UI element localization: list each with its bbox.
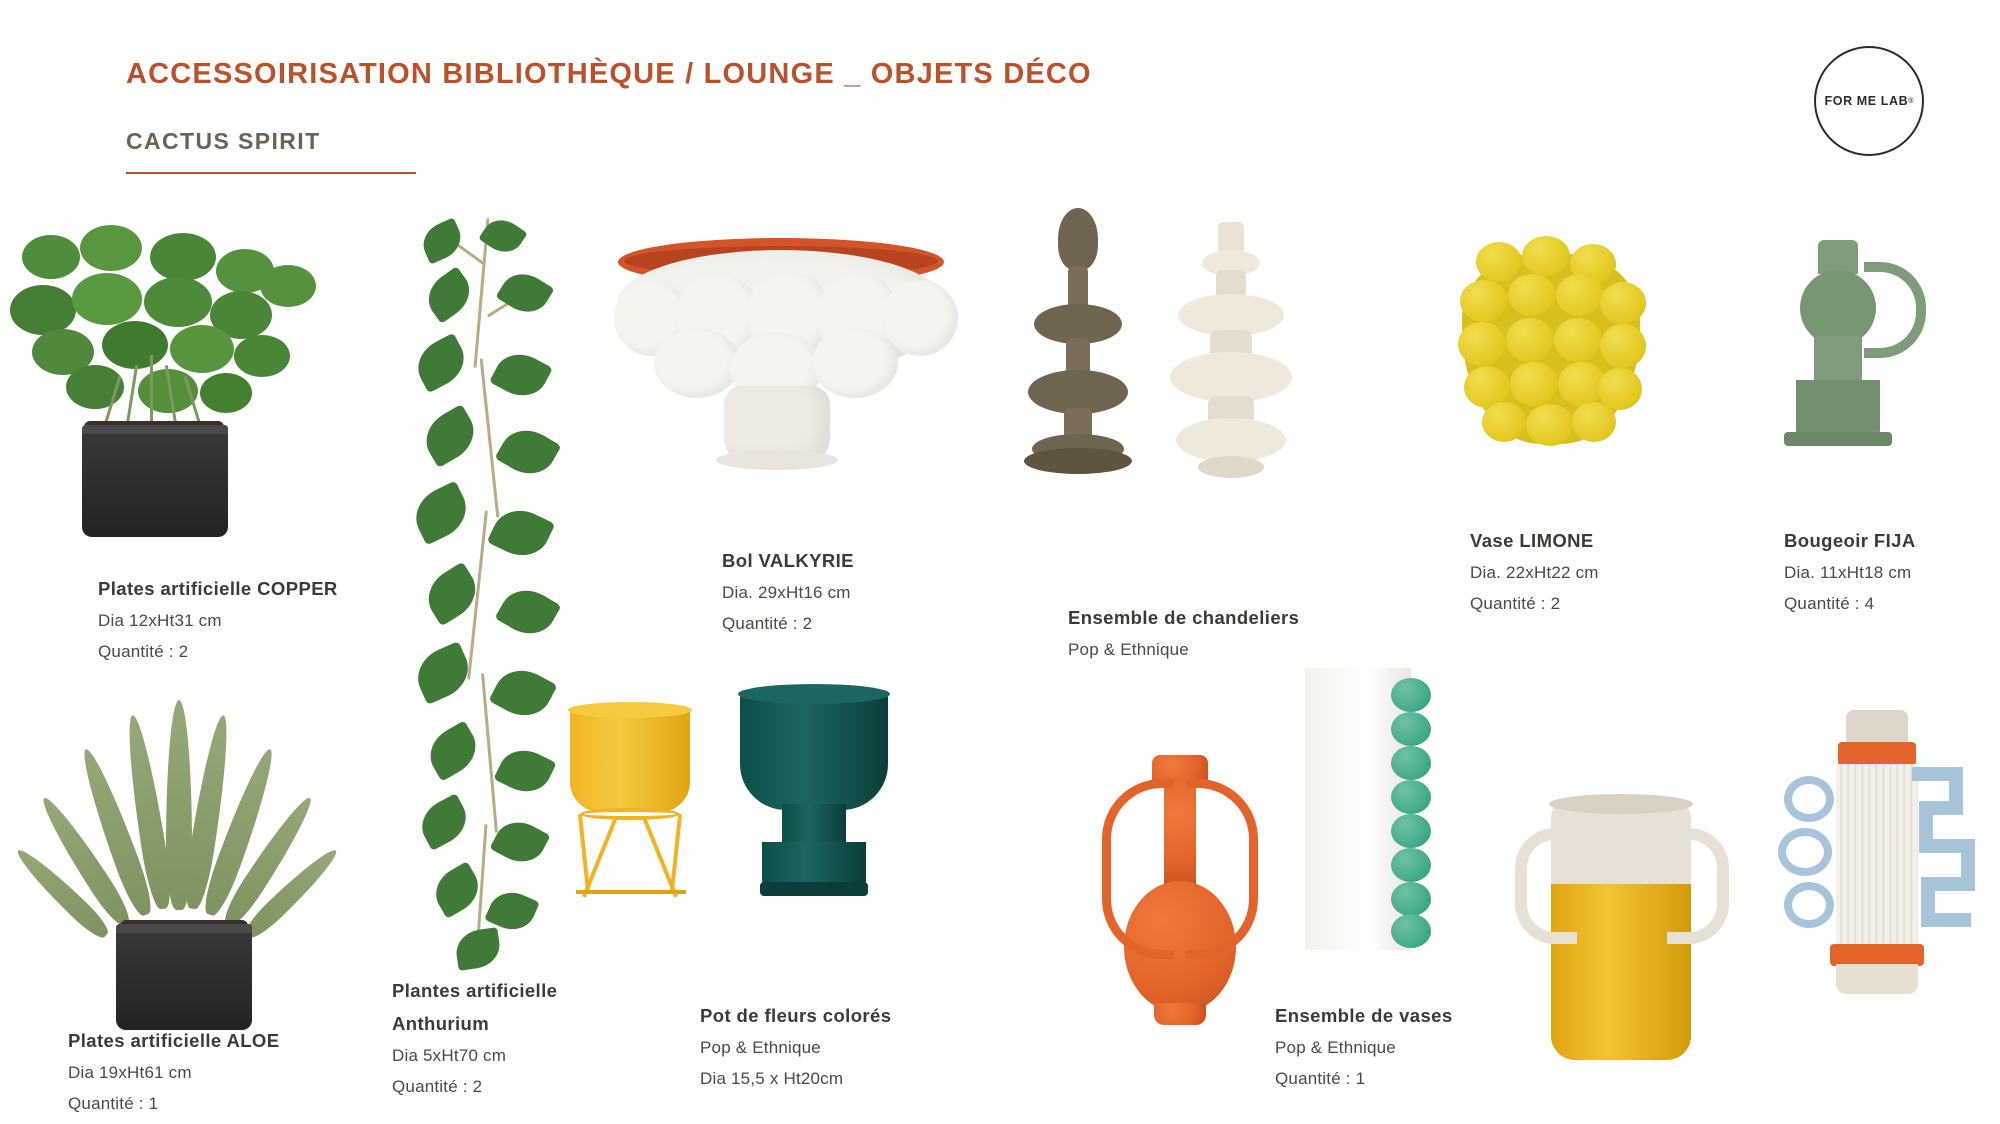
product-quantity-ensemble-vases: Quantité : 1 <box>1275 1069 1366 1088</box>
product-name-vase-limone: Vase LIMONE <box>1470 530 1594 551</box>
product-image-chandeliers <box>1010 208 1350 578</box>
product-image-bol-valkyrie <box>600 238 960 468</box>
caption-vase-limone <box>1470 530 1599 625</box>
product-name-copper: Plates artificielle COPPER <box>98 578 338 599</box>
caption-ensemble-vases <box>1275 1005 1453 1100</box>
product-dimension-bol-valkyrie: Dia. 29xHt16 cm <box>722 583 851 602</box>
caption-anthurium <box>392 980 557 1108</box>
product-image-vase-limone <box>1452 240 1652 450</box>
caption-pots-colores <box>700 1005 891 1100</box>
caption-aloe <box>68 1030 279 1124</box>
product-name-bougeoir-fija: Bougeoir FIJA <box>1784 530 1916 551</box>
product-image-pots-colores <box>560 690 900 950</box>
product-quantity-bol-valkyrie: Quantité : 2 <box>722 614 813 633</box>
product-subtitle-chandeliers: Pop & Ethnique <box>1068 640 1189 659</box>
product-name-ensemble-vases: Ensemble de vases <box>1275 1005 1453 1026</box>
page-title: ACCESSOIRISATION BIBLIOTHÈQUE / LOUNGE _ OBJETS DÉCO <box>126 58 1092 90</box>
product-name-chandeliers: Ensemble de chandeliers <box>1068 607 1300 628</box>
product-image-vase-bubbles <box>1295 668 1445 958</box>
product-name-anthurium: Plantes artificielle <box>392 980 558 1001</box>
product-dimension-aloe: Dia 19xHt61 cm <box>68 1063 192 1082</box>
subtitle-underline <box>126 172 416 174</box>
product-dimension-vase-limone: Dia. 22xHt22 cm <box>1470 563 1599 582</box>
product-name-bol-valkyrie: Bol VALKYRIE <box>722 550 854 571</box>
product-image-vase-ribbed <box>1760 710 1990 1050</box>
caption-chandeliers <box>1068 607 1299 671</box>
product-quantity-copper: Quantité : 2 <box>98 642 189 661</box>
product-image-pitcher-yellow <box>1515 800 1735 1080</box>
product-name-aloe: Plates artificielle ALOE <box>68 1030 280 1051</box>
product-dimension-bougeoir-fija: Dia. 11xHt18 cm <box>1784 563 1912 582</box>
product-subtitle-ensemble-vases: Pop & Ethnique <box>1275 1038 1396 1057</box>
product-quantity-aloe: Quantité : 1 <box>68 1094 159 1113</box>
product-name-pots-colores: Pot de fleurs colorés <box>700 1005 892 1026</box>
brand-logo <box>1814 46 1924 156</box>
registered-mark-icon: ® <box>1908 97 1914 105</box>
squiggle-handle-icon <box>1912 762 1992 952</box>
product-quantity-anthurium: Quantité : 2 <box>392 1077 483 1096</box>
caption-copper <box>98 578 338 673</box>
product-quantity-vase-limone: Quantité : 2 <box>1470 594 1561 613</box>
product-image-aloe <box>48 700 318 1030</box>
caption-bougeoir-fija <box>1784 530 1916 625</box>
product-image-copper <box>10 225 340 535</box>
caption-bol-valkyrie <box>722 550 854 645</box>
product-subtitle-pots-colores: Pop & Ethnique <box>700 1038 821 1057</box>
product-image-vase-orange <box>1080 755 1280 1055</box>
product-image-bougeoir-fija <box>1756 240 1936 460</box>
product-name2-anthurium: Anthurium <box>392 1013 490 1034</box>
product-dimension-copper: Dia 12xHt31 cm <box>98 611 222 630</box>
brand-logo-label: FOR ME LAB <box>1824 94 1909 108</box>
page-subtitle: CACTUS SPIRIT <box>126 128 321 154</box>
product-dimension-anthurium: Dia 5xHt70 cm <box>392 1046 507 1065</box>
product-dimension-pots-colores: Dia 15,5 x Ht20cm <box>700 1069 844 1088</box>
product-quantity-bougeoir-fija: Quantité : 4 <box>1784 594 1875 613</box>
